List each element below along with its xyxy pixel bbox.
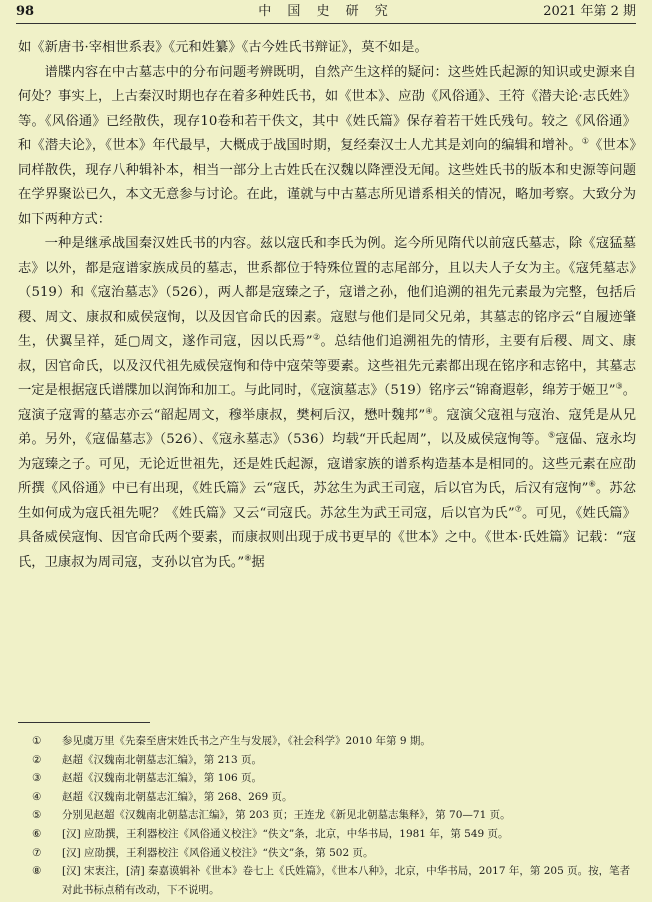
footnote-item [18,844,636,863]
footnote-text: 分别见赵超《汉魏南北朝墓志汇编》，第 203 页；王连龙《新见北朝墓志集释》，第 70—71 页。 [62,809,511,822]
footnote-item [18,825,636,844]
footnote-marker[interactable]: ② [312,332,321,342]
footnote-item [18,751,636,770]
footnote-item [18,862,636,899]
footnote-item [18,769,636,788]
footnote-text: [汉] 宋衷注，[清] 秦嘉谟辑补《世本》卷七上《氏姓篇》，《世本八种》，北京，中华书局，2017 年，第 205 页。按，笔者对此书标点稍有改动，下不说明。 [62,865,631,896]
footnote-text: 参见虞万里《先秦至唐宋姓氏书之产生与发展》，《社会科学》2010 年第 9 期。 [62,735,431,747]
footnotes [18,732,636,899]
paragraph: 一种是继承战国秦汉姓氏书的内容。兹以寇氏和李氏为例。迄今所见隋代以前寇氏墓志，除《寇猛墓志》以外，都是寇谱家族成员的墓志，世系都位于特殊位置的志尾部分，且以夫人子女为主。《寇凭墓志》（519）和《寇治墓志》（526），两人都是寇臻之子，寇谱之孙，他们追溯的祖先元素最为完整，包括后稷、周文、康叔和威侯寇恂，以及因官命氏的因素。寇慰与他们是同父兄弟，其墓志的铭序云“自履迹肇生，伏翼呈祥，延▢周文，遂作司寇，因以氏焉”②。总结他们追溯祖先的情形，主要有后稷、周文、康叔，因官命氏，以及汉代祖先威侯寇恂和侍中寇荣等要素。这些祖先元素都出现在铭序和志铭中，其墓志一定是根据寇氏谱牒加以润饰和加工。与此同时，《寇演墓志》（519）铭序云“锦裔遐彰，绵芳于姬卫”③。寇演子寇霄的墓志亦云“韶起周文，穆举康叔，樊柯后汉，懋叶魏邦”④。寇演父寇祖与寇治、寇凭是从兄弟。另外，《寇偘墓志》（526）、《寇永墓志》（536）均载“开氏起周”，以及威侯寇恂等。⑤寇偘、寇永均为寇臻之子。可见，无论近世祖先，还是姓氏起源，寇谱家族的谱系构造基本是相同的。这些元素在应劭所撰《风俗通》中已有出现，《姓氏篇》云“寇氏，苏忿生为武王司寇，后以官为氏，后汉有寇恂”⑥。苏忿生如何成为寇氏祖先呢？《姓氏篇》又云“司寇氏。苏忿生为武王司寇，后以官为氏”⑦。可见，《姓氏篇》具备威侯寇恂、因官命氏两个要素，而康叔则出现于成书更早的《世本》之中。《世本·氏姓篇》记载：“寇氏，卫康叔为周司寇，支孙以官为氏。”⑧据 [18,236,637,570]
footnote-number: ④ [32,790,42,803]
footnote-marker[interactable]: ① [581,136,590,146]
footnote-marker[interactable]: ③ [615,381,623,391]
footnote-text: [汉] 应劭撰，王利器校注《风俗通义校注》“佚文”条，第 502 页。 [62,846,374,859]
page-number: 98 [16,4,35,19]
footnote-item [18,732,636,751]
footnote-number: ⑤ [32,809,42,822]
footnote-text: [汉] 应劭撰，王利器校注《风俗通义校注》“佚文”条，北京，中华书局，1981 年，第 549 页。 [62,827,509,840]
footnote-text: 赵超《汉魏南北朝墓志汇编》，第 106 页。 [62,772,262,785]
issue-label: 2021 年第 2 期 [543,4,636,19]
page-header [16,3,636,24]
paragraph: 谱牒内容在中古墓志中的分布问题考辨既明，自然产生这样的疑问：这些姓氏起源的知识或史源来自何处？事实上，上古秦汉时期也存在着多种姓氏书，如《世本》、应劭《风俗通》、王符《潜夫论·志氏姓》等。《风俗通》已经散佚，现存10卷和若干佚文，其中《姓氏篇》保存着若干姓氏残句。较之《风俗通》和《潜夫论》，《世本》年代最早，大概成于战国时期，复经秦汉士人尤其是刘向的编辑和增补。①《世本》同样散佚，现存八种辑补本，相当一部分上古姓氏在汉魏以降湮没无闻。这些姓氏书的版本和史源等问题在学界聚讼已久，本文无意参与讨论。在此，谨就与中古墓志所见谱系相关的情况，略加考察。大致分为如下两种方式： [18,64,637,227]
paragraph: 如《新唐书·宰相世系表》《元和姓纂》《古今姓氏书辩证》，莫不如是。 [18,40,428,55]
footnote-marker[interactable]: ⑧ [244,553,252,563]
footnote-item [18,806,636,825]
footnote-text: 赵超《汉魏南北朝墓志汇编》，第 268、269 页。 [62,790,293,803]
article-body [18,36,636,575]
footnote-number: ③ [32,772,42,785]
footnote-number: ① [32,735,42,747]
footnote-number: ⑦ [32,846,42,859]
footnote-text: 赵超《汉魏南北朝墓志汇编》，第 213 页。 [62,753,262,766]
footnote-number: ② [32,753,42,766]
footnote-marker[interactable]: ⑦ [514,504,523,514]
footnote-marker[interactable]: ⑤ [548,430,556,440]
journal-name: 中 国 史 研 究 [258,4,394,19]
footnote-number: ⑧ [32,865,42,878]
footnote-number: ⑥ [32,827,42,840]
footnote-marker[interactable]: ⑥ [588,479,596,489]
footnote-marker[interactable]: ④ [425,406,433,416]
footnote-divider [18,722,150,723]
footnote-item [18,788,636,807]
